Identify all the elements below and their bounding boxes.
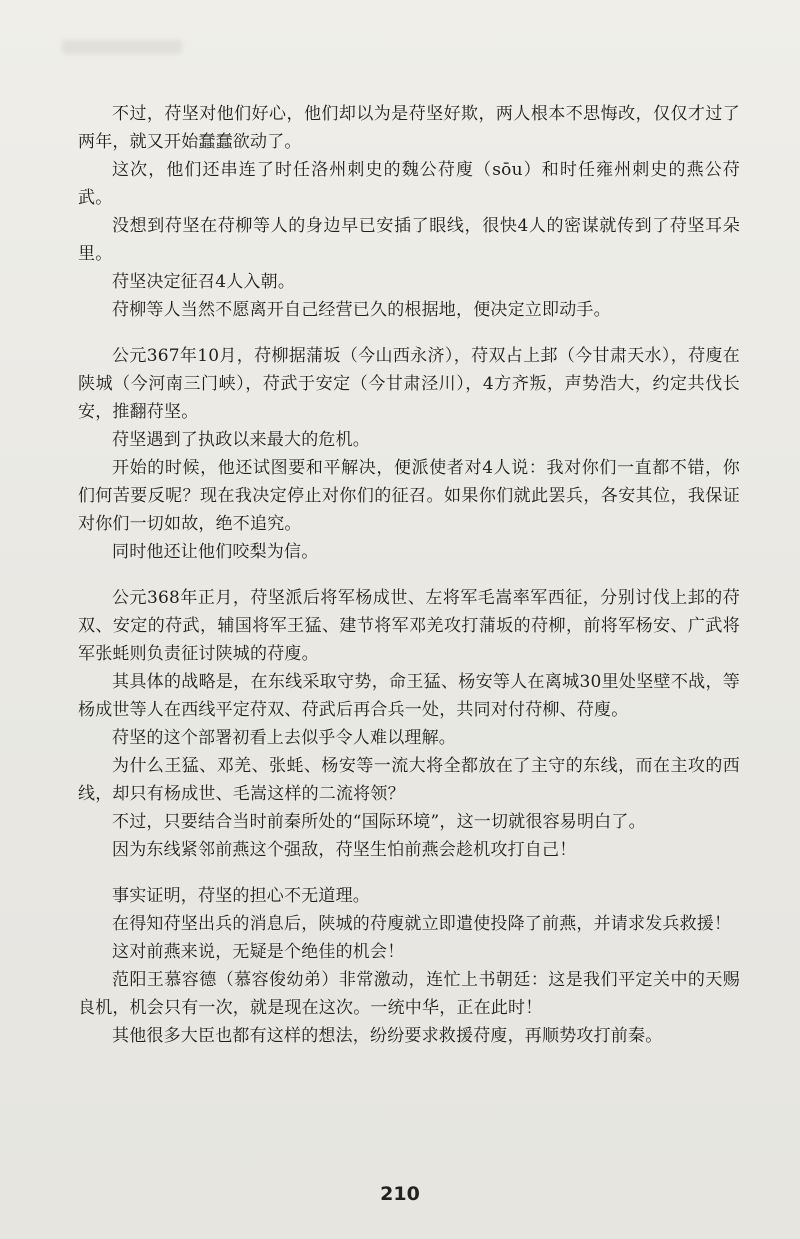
- paragraph: 苻柳等人当然不愿离开自己经营已久的根据地，便决定立即动手。: [112, 300, 611, 320]
- paragraph: 为什么王猛、邓羌、张蚝、杨安等一流大将全都放在了主守的东线，而在主攻的西线，却只有杨成世、毛嵩这样的二流将领？: [78, 756, 740, 804]
- page-body: [78, 100, 740, 1050]
- paragraph: 苻坚遇到了执政以来最大的危机。: [112, 430, 370, 450]
- paragraph: 其具体的战略是，在东线采取守势，命王猛、杨安等人在离城30里处坚壁不战，等杨成世等人在西线平定苻双、苻武后再合兵一处，共同对付苻柳、苻廋。: [78, 672, 740, 720]
- paragraph: 不过，苻坚对他们好心，他们却以为是苻坚好欺，两人根本不思悔改，仅仅才过了两年，就又开始蠢蠢欲动了。: [78, 104, 740, 152]
- paragraph: 没想到苻坚在苻柳等人的身边早已安插了眼线，很快4人的密谋就传到了苻坚耳朵里。: [78, 216, 740, 264]
- paragraph: 公元367年10月，苻柳据蒲坂（今山西永济），苻双占上邽（今甘肃天水），苻廋在陕城（今河南三门峡），苻武于安定（今甘肃泾川），4方齐叛，声势浩大，约定共伐长安，推翻苻坚。: [78, 346, 740, 422]
- paragraph: 范阳王慕容德（慕容俊幼弟）非常激动，连忙上书朝廷：这是我们平定关中的天赐良机，机会只有一次，就是现在这次。一统中华，正在此时！: [78, 970, 740, 1018]
- running-header-faded: [62, 40, 182, 54]
- paragraph: 开始的时候，他还试图要和平解决，便派使者对4人说：我对你们一直都不错，你们何苦要反呢？现在我决定停止对你们的征召。如果你们就此罢兵，各安其位，我保证对你们一切如故，绝不追究。: [78, 458, 740, 534]
- paragraph: 事实证明，苻坚的担心不无道理。: [112, 886, 370, 906]
- paragraph: 同时他还让他们咬梨为信。: [112, 542, 319, 562]
- paragraph: 在得知苻坚出兵的消息后，陕城的苻廋就立即遣使投降了前燕，并请求发兵救援！: [112, 914, 732, 934]
- paragraph: 公元368年正月，苻坚派后将军杨成世、左将军毛嵩率军西征，分别讨伐上邽的苻双、安定的苻武，辅国将军王猛、建节将军邓羌攻打蒲坂的苻柳，前将军杨安、广武将军张蚝则负责征讨陕城的苻廋。: [78, 588, 740, 664]
- paragraph: 不过，只要结合当时前秦所处的“国际环境”，这一切就很容易明白了。: [112, 812, 646, 832]
- paragraph: 这次，他们还串连了时任洛州刺史的魏公苻廋（sōu）和时任雍州刺史的燕公苻武。: [78, 160, 740, 208]
- paragraph: 因为东线紧邻前燕这个强敌，苻坚生怕前燕会趁机攻打自己！: [112, 840, 577, 860]
- paragraph: 这对前燕来说，无疑是个绝佳的机会！: [112, 942, 405, 962]
- paragraph: 苻坚决定征召4人入朝。: [112, 272, 296, 292]
- paragraph: 苻坚的这个部署初看上去似乎令人难以理解。: [112, 728, 456, 748]
- paragraph: 其他很多大臣也都有这样的想法，纷纷要求救援苻廋，再顺势攻打前秦。: [112, 1026, 663, 1046]
- page-number: 210: [380, 1183, 420, 1205]
